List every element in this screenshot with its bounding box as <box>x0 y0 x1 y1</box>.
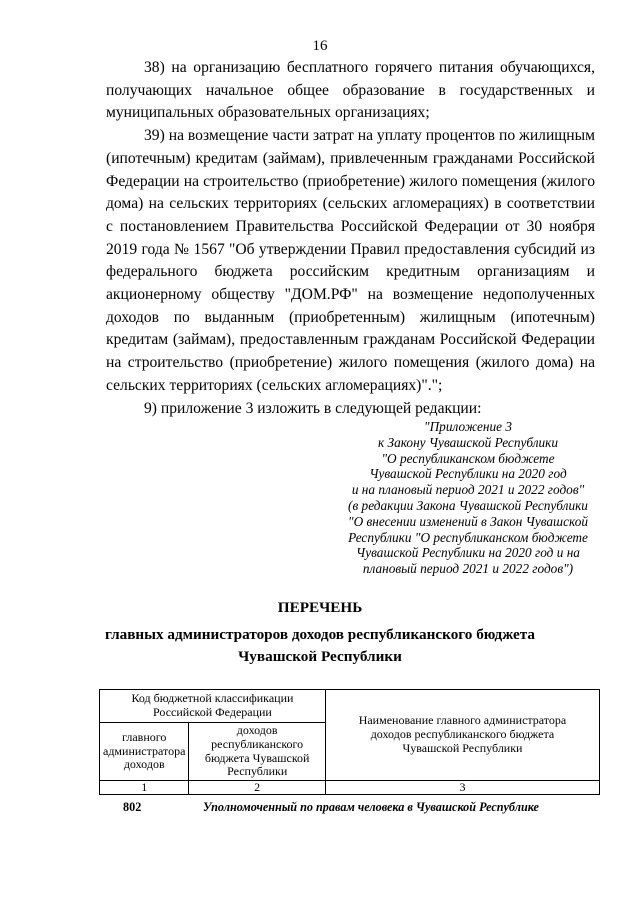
table-header-admin-cell: главного администратора доходов <box>100 723 189 781</box>
paragraph-item-9: 9) приложение 3 изложить в следующей редакции: <box>144 399 482 417</box>
appendix-note-line: Чувашской Республики на 2020 год <box>369 466 567 482</box>
document-subtitle-line-1: главных администраторов доходов республиканского бюджета <box>104 626 536 643</box>
appendix-note-line: к Закону Чувашской Республики <box>377 434 559 450</box>
appendix-note-line: и на плановый период 2021 и 2022 годов" <box>351 482 585 498</box>
paragraph-item-39: 39) на возмещение части затрат на уплату процентов по жилищным (ипотечным) кредитам (займам), привлеченным гражданами Российской Федерации на строительство (приобретение) жилого помещения (жилого дома) на сельских территориях (сельских агломерациях) в соответствии с постановлением Правительства Российской Федерации от 30 ноября 2019 года № 1567 "Об утверждении Правил предоставления субсидий из федерального бюджета российским кредитным организациям и акционерному обществу "ДОМ.РФ" на возмещение недополученных доходов по выданным (приобретенным) жилищным (ипотечным) кредитам (займам), предоставленным гражданам Российской Федерации на строительство (приобретение) жилого помещения (жилого дома) на сельских территориях (сельских агломерациях)"."; <box>106 127 595 394</box>
table-header-income-cell: доходов республиканского бюджета Чувашской Республики <box>189 723 325 781</box>
appendix-note-line: "О внесении изменений в Закон Чувашской <box>347 513 588 529</box>
table-column-number: 1 <box>100 781 189 795</box>
page-number: 16 <box>312 38 328 54</box>
appendix-note-line: "О республиканском бюджете <box>381 450 555 466</box>
table-column-number: 2 <box>189 781 325 795</box>
table-column-number-row <box>100 781 600 795</box>
appendix-note-line: "Приложение 3 <box>424 419 512 434</box>
appendix-note <box>330 419 606 577</box>
appendix-note-line: Республики "О республиканском бюджете <box>348 529 588 545</box>
body-text <box>106 57 595 420</box>
table-header-group-cell: Код бюджетной классификации Российской Федерации <box>100 690 326 723</box>
appendix-note-line: Чувашской Республики на 2020 год и на <box>356 545 580 561</box>
appendix-note-line: плановый период 2021 и 2022 годов") <box>362 561 574 577</box>
budget-classification-table <box>99 689 600 795</box>
appendix-note-line: (в редакции Закона Чувашской Республики <box>348 497 588 513</box>
table-header-name-cell: Наименование главного администратора доходов республиканского бюджета Чувашской Республики <box>325 690 599 781</box>
table-column-number: 3 <box>325 781 599 795</box>
document-title: ПЕРЕЧЕНЬ <box>277 599 363 616</box>
paragraph-item-38: 38) на организацию бесплатного горячего питания обучающихся, получающих начальное общее образование в государственных и муниципальных образовательных организациях; <box>106 59 595 122</box>
document-subtitle-line-2: Чувашской Республики <box>238 648 402 665</box>
table-header-row <box>100 690 600 723</box>
administrator-name: Уполномоченный по правам человека в Чувашской Республике <box>203 800 539 814</box>
administrator-code: 802 <box>123 800 142 814</box>
